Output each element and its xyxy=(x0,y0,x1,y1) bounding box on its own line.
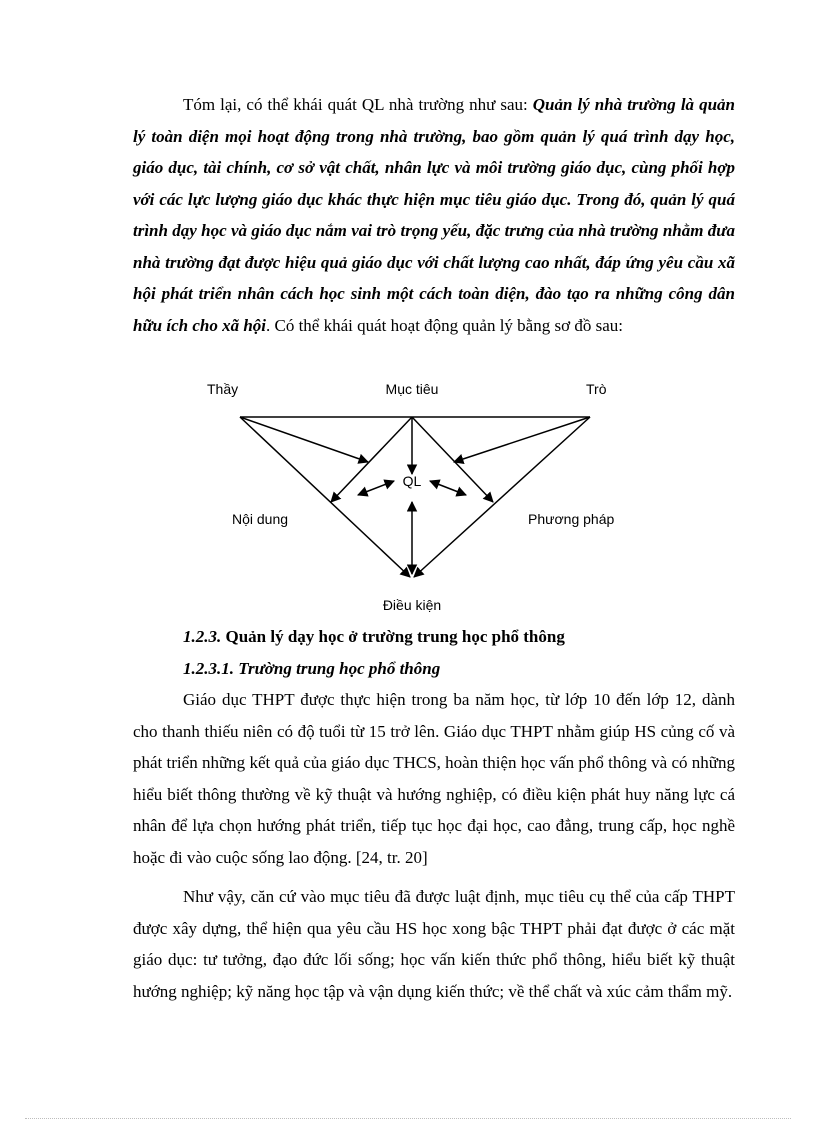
label-ql: QL xyxy=(402,473,422,489)
thpt-paragraph: Giáo dục THPT được thực hiện trong ba năm học, từ lớp 10 đến lớp 12, dành cho thanh thiếu niên có độ tuổi từ 15 trở lên. Giáo dục THPT nhằm giúp HS củng cố và phát triển những kết quả của giáo dục THCS, hoàn thiện học vấn phổ thông và có những hiểu biết thông thường về kỹ thuật và hướng nghiệp, có điều kiện phát huy năng lực cá nhân để lựa chọn hướng phát triển, tiếp tục học đại học, cao đẳng, trung cấp, học nghề hoặc đi vào cuộc sống lao động. [24, tr. 20] xyxy=(133,690,735,867)
summary-definition: Quản lý nhà trường là quản lý toàn diện mọi hoạt động trong nhà trường, bao gồm quản lý quá trình dạy học, giáo dục, tài chính, cơ sở vật chất, nhân lực và môi trường giáo dục, cùng phối hợp với các lực lượng giáo dục khác thực hiện mục tiêu giáo dục. Trong đó, quản lý quá trình dạy học và giáo dục nắm vai trò trọng yếu, đặc trưng của nhà trường nhằm đưa nhà trường đạt được hiệu quả giáo dục với chất lượng cao nhất, đáp ứng yêu cầu xã hội phát triển nhân cách học sinh một cách toàn diện, đào tạo ra những công dân hữu ích cho xã hội xyxy=(133,95,735,335)
noidung-ql-arrow xyxy=(358,481,394,495)
label-tro: Trò xyxy=(586,381,607,397)
section-heading xyxy=(183,627,565,647)
page-bottom-divider xyxy=(25,1118,791,1119)
summary-paragraph xyxy=(133,89,735,341)
objectives-paragraph: Như vậy, căn cứ vào mục tiêu đã được luật định, mục tiêu cụ thể của cấp THPT được xây dựng, thể hiện qua yêu cầu HS học xong bậc THPT phải đạt được ở các mặt giáo dục: tư tưởng, đạo đức lối sống; học vấn kiến thức phổ thông, hiểu biết kỹ thuật hướng nghiệp; kỹ năng học tập và vận dụng kiến thức; về thể chất và xúc cảm thẩm mỹ. xyxy=(133,887,735,1001)
tro-to-ql-arrow xyxy=(454,417,590,462)
left-edge-arrow xyxy=(240,417,410,577)
phuongphap-ql-arrow xyxy=(430,481,466,495)
management-diagram xyxy=(190,372,640,622)
section-number: 1.2.3. xyxy=(183,627,222,646)
summary-lead: Tóm lại, có thể khái quát QL nhà trường như sau: xyxy=(183,95,533,114)
section-title: Quản lý dạy học ở trường trung học phổ thông xyxy=(221,627,565,646)
label-noi-dung: Nội dung xyxy=(232,511,289,527)
label-muc-tieu: Mục tiêu xyxy=(385,381,439,397)
subsection-heading: 1.2.3.1. Trường trung học phổ thông xyxy=(183,659,441,678)
right-edge-arrow xyxy=(414,417,590,577)
summary-tail: . Có thể khái quát hoạt động quản lý bằng sơ đồ sau: xyxy=(266,315,623,335)
thay-to-ql-arrow xyxy=(240,417,368,462)
label-thay: Thầy xyxy=(207,381,239,397)
label-dieu-kien: Điều kiện xyxy=(382,597,442,613)
label-phuong-phap: Phương pháp xyxy=(528,511,615,527)
